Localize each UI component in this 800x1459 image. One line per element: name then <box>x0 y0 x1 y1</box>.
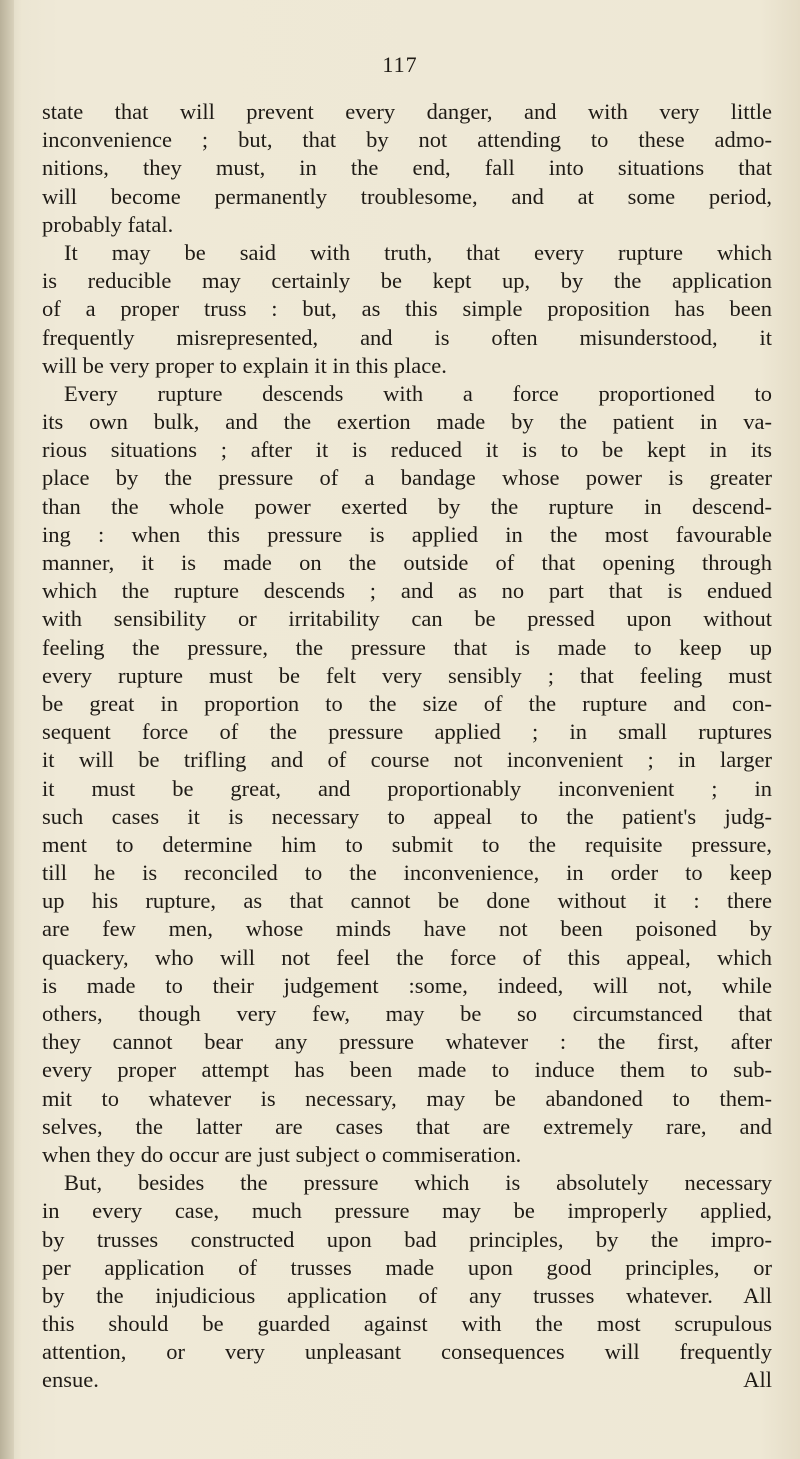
text-line: it will be trifling and of course not inconvenient ; in larger <box>42 747 772 773</box>
text-line: per application of trusses made upon good principles, or <box>42 1254 772 1280</box>
text-line: every proper attempt has been made to induce them to sub- <box>42 1057 772 1083</box>
text-line: others, though very few, may be so circumstanced that <box>42 1001 772 1026</box>
text-line: when they do occur are just subject o commiseration. <box>42 1141 522 1167</box>
text-line: frequently misrepresented, and is often misunderstood, it <box>42 324 772 350</box>
text-line: quackery, who will not feel the force of this appeal, which <box>42 944 772 970</box>
text-line: in every case, much pressure may be improperly applied, <box>42 1198 772 1224</box>
text-line: sequent force of the pressure applied ; in small ruptures <box>42 719 772 745</box>
text-line: by the injudicious application of any trusses whatever. All <box>42 1282 772 1308</box>
text-line: ensue. <box>42 1367 99 1393</box>
paragraph-start-line: It may be said with truth, that every rupture which <box>64 239 772 265</box>
text-line: be great in proportion to the size of the rupture and con- <box>42 690 772 716</box>
text-line: is made to their judgement :some, indeed, will not, while <box>42 972 772 998</box>
text-line: will become permanently troublesome, and at some period, <box>42 183 772 209</box>
text-line: with sensibility or irritability can be pressed upon without <box>42 606 772 632</box>
text-line: its own bulk, and the exertion made by the patient in va- <box>42 409 772 435</box>
text-line: of a proper truss : but, as this simple proposition has been <box>42 296 772 322</box>
text-line: by trusses constructed upon bad principles, by the impro- <box>42 1226 772 1252</box>
text-line: manner, it is made on the outside of that opening through <box>42 550 772 575</box>
text-line: is reducible may certainly be kept up, by the application <box>42 268 772 294</box>
text-line: will be very proper to explain it in this place. <box>42 352 447 378</box>
page-number: 117 <box>382 52 418 77</box>
text-line: mit to whatever is necessary, may be abandoned to them- <box>42 1085 772 1111</box>
text-line: this should be guarded against with the most scrupulous <box>42 1311 772 1337</box>
text-line: which the rupture descends ; and as no part that is endued <box>42 578 772 604</box>
binding-edge <box>0 0 14 1459</box>
text-line: state that will prevent every danger, and with very little <box>42 99 772 124</box>
text-line: till he is reconciled to the inconvenience, in order to keep <box>42 860 772 886</box>
text-line: place by the pressure of a bandage whose power is greater <box>42 465 772 491</box>
text-line: attention, or very unpleasant consequences will frequently <box>42 1339 772 1365</box>
text-line: than the whole power exerted by the rupture in descend- <box>42 493 772 519</box>
paragraph-start-line: Every rupture descends with a force proportioned to <box>64 380 772 406</box>
text-line: it must be great, and proportionably inconvenient ; in <box>42 775 772 801</box>
text-line: ing : when this pressure is applied in the most favourable <box>42 521 772 547</box>
paragraph-start-line: But, besides the pressure which is absolutely necessary <box>64 1170 772 1196</box>
text-line: probably fatal. <box>42 211 174 237</box>
text-line: nitions, they must, in the end, fall into situations that <box>42 155 772 181</box>
final-line <box>42 1366 772 1394</box>
body-text <box>42 98 772 1395</box>
text-line: they cannot bear any pressure whatever : the first, after <box>42 1029 772 1055</box>
text-line: up his rupture, as that cannot be done without it : there <box>42 888 772 914</box>
text-line: ment to determine him to submit to the requisite pressure, <box>42 831 772 857</box>
text-line: selves, the latter are cases that are extremely rare, and <box>42 1113 772 1139</box>
text-line: such cases it is necessary to appeal to the patient's judg- <box>42 803 772 829</box>
text-line: feeling the pressure, the pressure that is made to keep up <box>42 634 772 660</box>
text-line: rious situations ; after it is reduced it is to be kept in its <box>42 437 772 463</box>
catchword: All <box>743 1367 772 1393</box>
text-line: inconvenience ; but, that by not attending to these admo- <box>42 127 772 153</box>
text-line: every rupture must be felt very sensibly ; that feeling must <box>42 662 772 688</box>
text-line: are few men, whose minds have not been poisoned by <box>42 916 772 942</box>
